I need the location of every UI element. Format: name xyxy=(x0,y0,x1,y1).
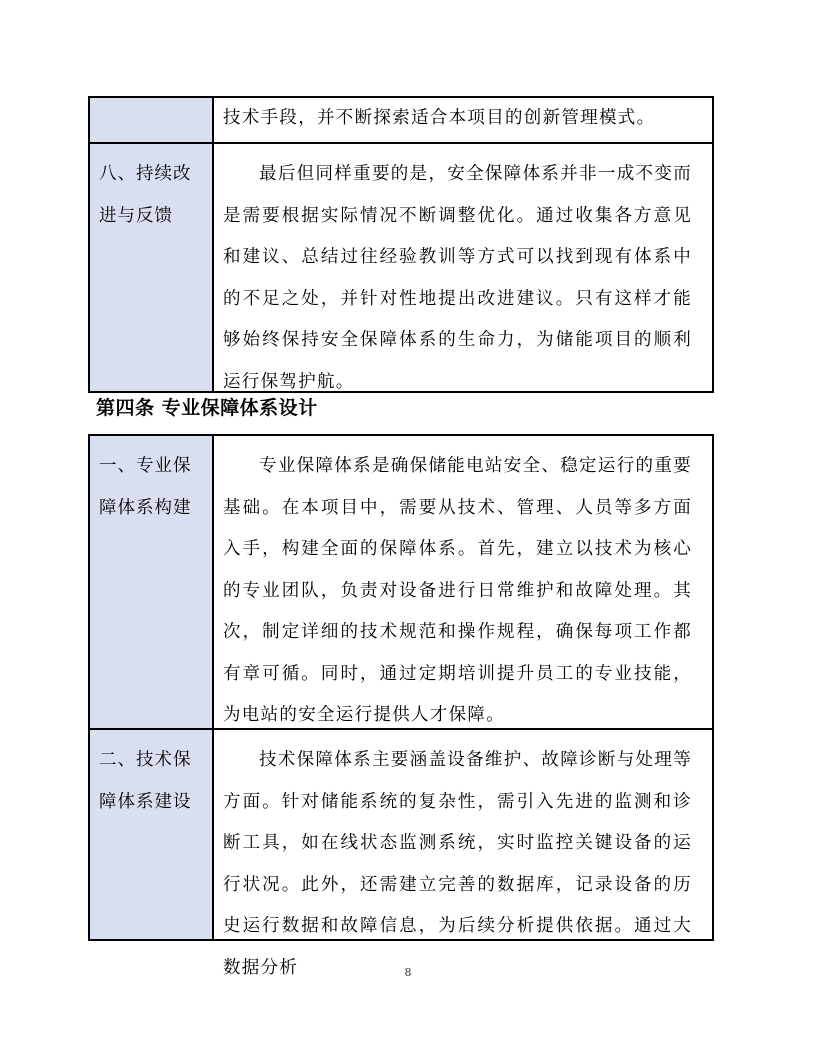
table-continued xyxy=(88,96,714,393)
table-row xyxy=(90,436,712,728)
row-text: 专业保障体系是确保储能电站安全、稳定运行的重要基础。在本项目中，需要从技术、管理、人员等多方面入手，构建全面的保障体系。首先，建立以技术为核心的专业团队，负责对设备进行日常维护和故障处理。其次，制定详细的技术规范和操作规程，确保每项工作都有章可循。同时，通过定期培训提升员工的专业技能，为电站的安全运行提供人才保障。 xyxy=(223,456,692,725)
label-line: 一、专业保 xyxy=(99,456,192,476)
label-line: 障体系构建 xyxy=(99,497,192,518)
table-professional-guarantee xyxy=(88,434,714,978)
row-label xyxy=(90,98,214,142)
table-row xyxy=(90,98,712,142)
table-row xyxy=(90,142,712,391)
page-number: 8 xyxy=(404,966,412,979)
row-label xyxy=(90,144,214,391)
label-line: 障体系建设 xyxy=(99,791,192,812)
table-row xyxy=(90,728,712,978)
label-line: 八、持续改 xyxy=(99,164,192,184)
row-text: 技术保障体系主要涵盖设备维护、故障诊断与处理等方面。针对储能系统的复杂性，需引入先进的监测和诊断工具，如在线状态监测系统，实时监控关键设备的运行状况。此外，还需建立完善的数据库，记录设备的历史运行数据和故障信息，为后续分析提供依据。通过大数据分析 xyxy=(223,750,692,978)
row-label xyxy=(90,730,214,939)
section-heading: 第四条 专业保障体系设计 xyxy=(96,397,318,419)
row-text: 技术手段，并不断探索适合本项目的创新管理模式。 xyxy=(223,108,656,128)
row-text: 最后但同样重要的是，安全保障体系并非一成不变而是需要根据实际情况不断调整优化。通过收集各方意见和建议、总结过往经验教训等方式可以找到现有体系中的不足之处，并针对性地提出改进建议。只有这样才能够始终保持安全保障体系的生命力，为储能项目的顺利运行保驾护航。 xyxy=(223,164,692,392)
label-line: 进与反馈 xyxy=(99,205,173,226)
label-line: 二、技术保 xyxy=(99,750,192,770)
row-label xyxy=(90,436,214,728)
